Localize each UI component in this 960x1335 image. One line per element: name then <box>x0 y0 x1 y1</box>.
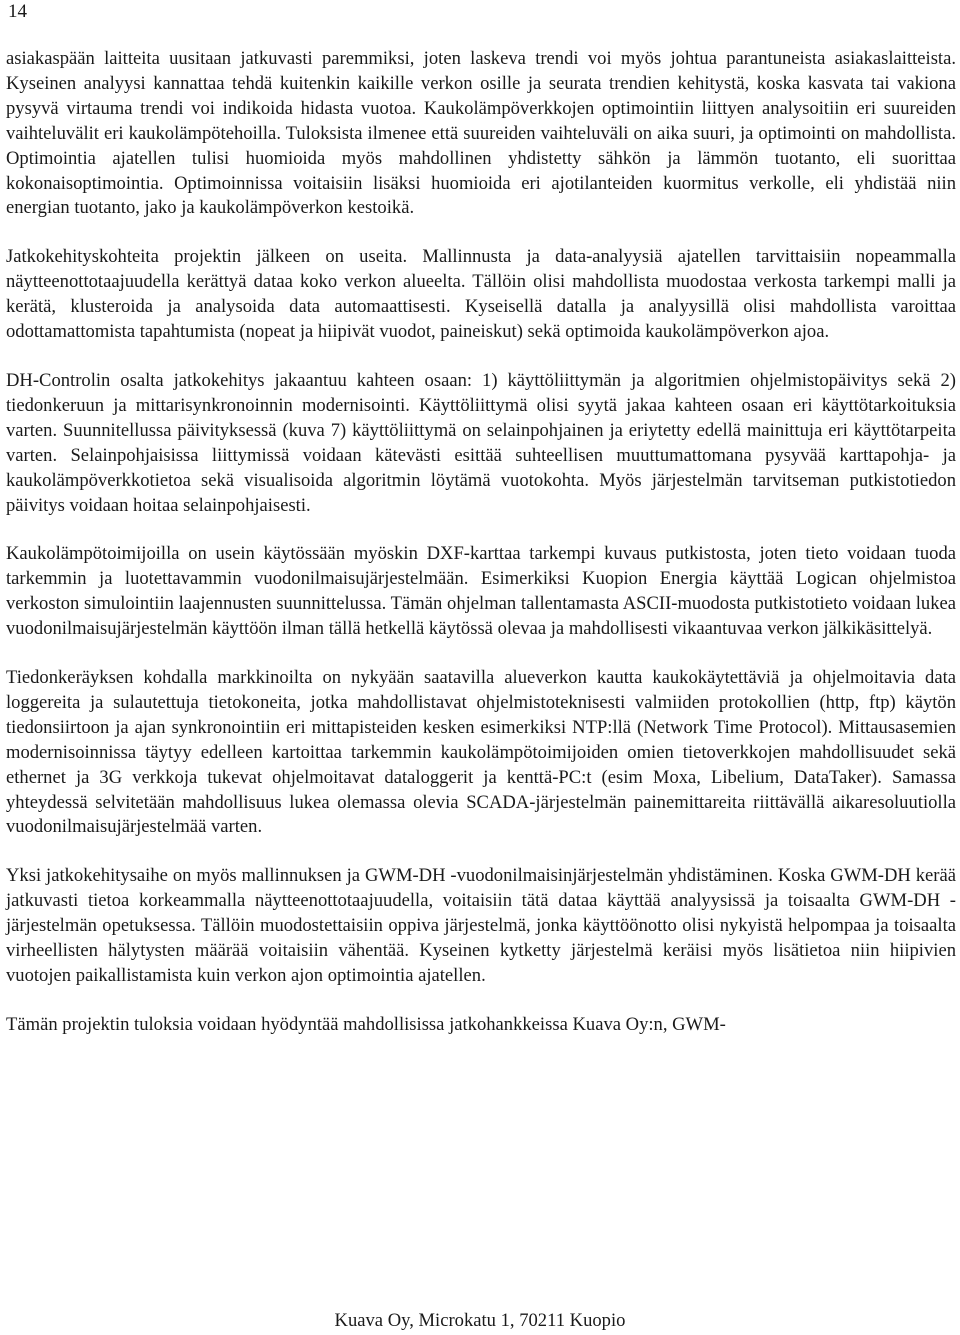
paragraph-project-results: Tämän projektin tuloksia voidaan hyödyntää mahdollisissa jatkohankkeissa Kuava Oy:n, GWM- <box>6 1013 726 1035</box>
paragraph-trend-analysis: asiakaspään laitteita uusitaan jatkuvasti paremmiksi, joten laskeva trendi voi myös johtua parantuneista asiakaslaitteista. Kyseinen analyysi kannattaa tehdä kuitenkin kaikille verkon osille ja seurata trendien kehitystä, koska kasvata tai vakiona pysyvä virtauma trendi voi indikoida hidasta vuotoa. Kaukolämpöverkkojen optimointiin liittyen analysoitiin eri suureiden vaihteluvälit eri kaukolämpötehoilla. Tuloksista ilmenee että suureiden vaihteluväli on aika suuri, ja optimointi on mahdollista. Optimointia ajatellen tulisi huomioida myös mahdollinen yhdistetty sähkön ja lämmön tuotanto, eli suorittaa kokonaisoptimointia. Optimoinnissa voitaisiin lisäksi huomioida eri ajotilanteiden kuormitus verkolle, eli yhdistää niin energian tuotanto, jako ja kaukolämpöverkon kestoikä. <box>6 48 956 219</box>
paragraph-data-collection: Tiedonkeräyksen kohdalla markkinoilta on nykyään saatavilla alueverkon kautta kaukokäytettäviä ja ohjelmoitavia data loggereita ja sulautettuja tietokoneita, jotka mahdollistavat ohjelmistoteknisesti valmiiden protokollien (http, ftp) käytön tiedonsiirtoon ja ajan synkronointiin eri mittapisteiden kesken esimerkiksi NTP:llä (Network Time Protocol). Mittausasemien modernisoinnissa täytyy edelleen kartoittaa tarkemmin kaukolämpötoimijoiden omien tietoverkkojen mahdollisuudet sekä ethernet ja 3G verkkoja tukevat ohjelmoitavat dataloggerit ja kenttä-PC:t (esim Moxa, Libelium, DataTaker). Samassa yhteydessä selvitetään mahdollisuus lukea olemassa olevia SCADA-järjestelmän painemittareita riittävällä aikaresoluutiolla vuodonilmaisujärjestelmää varten. <box>6 667 956 838</box>
paragraph-dh-control: DH-Controlin osalta jatkokehitys jakaantuu kahteen osaan: 1) käyttöliittymän ja algoritmien ohjelmistopäivitys sekä 2) tiedonkeruun ja mittarisynkronoinnin modernisointi. Käyttöliittymä olisi syytä jakaa kahteen osaan eri käyttötarkoituksia varten. Suunnitellussa päivityksessä (kuva 7) käyttöliittymä on selainpohjainen ja eriytetty edellä mainittuja eri käyttötarpeita varten. Selainpohjaisissa liittymissä voidaan kätevästi esittää suhteellisen muuttumattomana pysyvää karttapohja- ja kaukolämpöverkkotietoa sekä visualisoida algoritmin löytämä vuotokohta. Myös järjestelmän tarvitseman putkistotiedon päivitys voidaan hoitaa selainpohjaisesti. <box>6 369 956 516</box>
document-body <box>6 47 956 1038</box>
paragraph-gwm-dh: Yksi jatkokehitysaihe on myös mallinnuksen ja GWM-DH -vuodonilmaisinjärjestelmän yhdistäminen. Koska GWM-DH kerää jatkuvasti tietoa korkeammalla näytteenottotaajuudella, voitaisiin tätä dataa käyttää analyysissä ja toisaalta GWM-DH -järjestelmän opetuksessa. Tällöin muodostettaisiin oppiva järjestelmä, jonka käyttöönotto olisi nykyistä helpompaa ja toisaalta virheellisten hälytysten määrää voitaisiin vähentää. Kyseinen kytketty järjestelmä keräisi myös lisätietoa niin hiipivien vuotojen paikallistamista kuin verkon ajon optimointia ajatellen. <box>6 865 956 986</box>
page-footer: Kuava Oy, Microkatu 1, 70211 Kuopio <box>334 1310 626 1331</box>
page-number: 14 <box>8 1 27 22</box>
paragraph-further-development: Jatkokehityskohteita projektin jälkeen on useita. Mallinnusta ja data-analyysiä ajatellen tarvittaisiin nopeammalla näytteenottotaajuudella kerättyä dataa koko verkon alueelta. Tällöin olisi mahdollista muodostaa verkosta tarkempi malli ja kerätä, klusteroida ja analysoida data automaattisesti. Kyseisellä datalla ja analyysillä olisi mahdollista varoittaa odottamattomista tapahtumista (nopeat ja hiipivät vuodot, paineiskut) sekä optimoida kaukolämpöverkon ajoa. <box>6 246 956 343</box>
paragraph-dxf-map: Kaukolämpötoimijoilla on usein käytössään myöskin DXF-karttaa tarkempi kuvaus putkistosta, joten tieto voidaan tuoda tarkemmin ja luotettavammin vuodonilmaisujärjestelmään. Esimerkiksi Kuopion Energia käyttää Logican ohjelmistoa verkoston simulointiin laajennusten suunnittelussa. Tämän ohjelman tallentamasta ASCII-muodosta putkistotieto voidaan lukea vuodonilmaisujärjestelmän käyttöön ilman tällä hetkellä käytössä olevaa ja mahdollisesti vikaantuvaa verkon jälkikäsittelyä. <box>6 543 956 640</box>
